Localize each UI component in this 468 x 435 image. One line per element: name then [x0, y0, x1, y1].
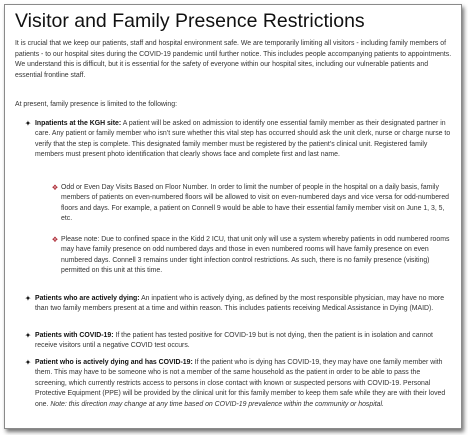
diamond-bullet-icon: ❖ [51, 183, 59, 192]
diamond-bullet-icon: ❖ [51, 235, 59, 244]
list-item-actively-dying [23, 294, 451, 315]
list-item-covid [23, 331, 451, 352]
page-title: Visitor and Family Presence Restrictions [15, 10, 365, 32]
list-item-inpatients [23, 119, 451, 161]
list-item-body: If the patient who is dying has COVID-19, they may have one family member with them. This may have to be someone who is not a member of the same household as the patient in order to be able to pass the screening, which currently restricts access to persons in close contact with known or suspected persons with COVID-19. Personal Protective Equipment (PPE) will be provided by the clinical unit for this family member to keep them safe while they are with their loved one. [35, 359, 446, 408]
limited-line: At present, family presence is limited to the following: [15, 101, 178, 108]
document-frame [4, 4, 462, 429]
list-item-heading: Inpatients at the KGH site: [35, 120, 122, 127]
list-item-text [23, 358, 451, 410]
list-item-body: An inpatient who is actively dying, as defined by the most responsible physician, may have no more than two family members present at a time and within reason. This includes patients receiving Medical Assistance in Dying (MAID). [35, 295, 445, 313]
list-item-heading: Patient who is actively dying and has COVID-19: [35, 359, 193, 366]
bullet-icon: ✦ [24, 358, 32, 367]
list-item-dying-covid [23, 358, 451, 410]
list-item-heading: Patients who are actively dying: [35, 295, 140, 302]
sub-item-kidd-icu [50, 235, 452, 277]
sub-item-text: Please note: Due to confined space in the Kidd 2 ICU, that unit only will use a system whereby patients in odd numbered rooms may have family presence on odd numbered days and those in even numbered rooms will have family presence on even numbered days. Connell 3 remains under tight infection control restrictions. As such, there is no family presence (visiting) permitted on this unit at this time. [61, 236, 450, 275]
list-item-body: A patient will be asked on admission to identify one essential family member as their designated partner in care. Any patient or family member who isn’t sure whether this vital step has occurred should ask the unit clerk, nurse or charge nurse to verify that the step is complete. This designated family member must be registered by the patient’s clinical unit. Registered family members must present photo identification that clearly shows face and complete first and last name. [35, 120, 451, 159]
bullet-icon: ✦ [24, 119, 32, 128]
list-item-body: If the patient has tested positive for COVID-19 but is not dying, then the patient is in isolation and cannot receive visitors until a negative COVID test occurs. [35, 332, 433, 350]
intro-paragraph: It is crucial that we keep our patients, staff and hospital environment safe. We are temporarily limiting all visitors - including family members of patients - to our hospital sites during the COVID-19 pandemic until further notice. This includes people accompanying patients to appointments. We understand this is difficult, but it is essential for the safety of everyone within our hospital sites, including our vulnerable patients and essential frontline staff. [15, 40, 452, 79]
list-item-text [23, 119, 451, 161]
list-item-text [23, 331, 451, 352]
bullet-icon: ✦ [24, 331, 32, 340]
list-item-note: Note: this direction may change at any time based on COVID-19 prevalence within the community or hospital. [50, 400, 384, 408]
bullet-icon: ✦ [24, 294, 32, 303]
list-item-heading: Patients with COVID-19: [35, 332, 114, 339]
list-item-text [23, 294, 451, 315]
sub-item-text: Odd or Even Day Visits Based on Floor Number. In order to limit the number of people in the hospital on a daily basis, family members of patients on even-numbered floors will be allowed to visit on even-numbered days and vice versa for odd-numbered floors and days. For example, a patient on Connell 9 would be able to have their essential family member visit on June 1, 3, 5, etc. [61, 184, 449, 223]
sub-item-odd-even [50, 183, 452, 225]
